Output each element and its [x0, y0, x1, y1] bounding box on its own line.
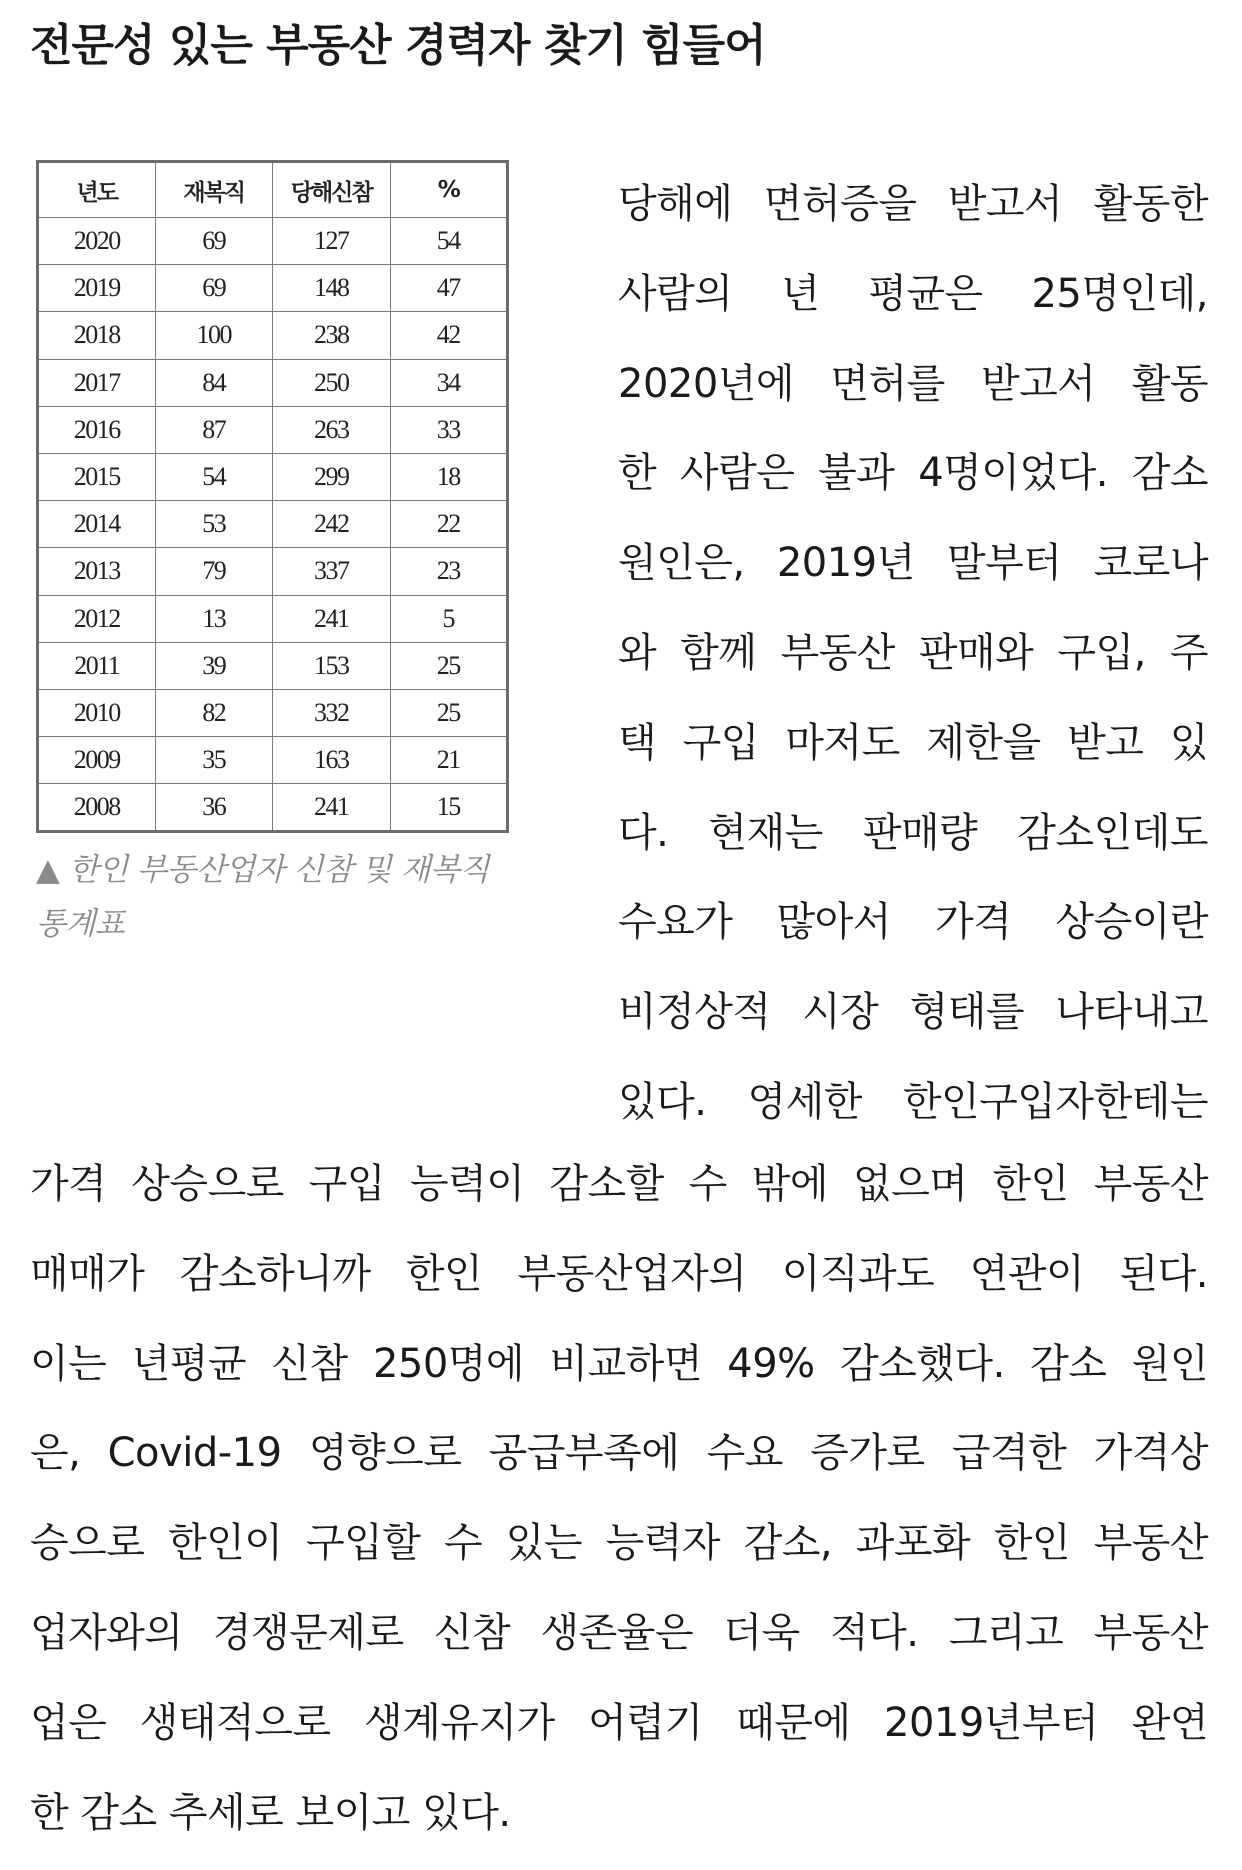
article-text-body — [30, 1140, 1208, 1858]
table-cell: 21 — [390, 737, 508, 784]
table-cell: 2014 — [38, 501, 156, 548]
table-row — [38, 312, 508, 359]
text-line: 비정상적 시장 형태를 나타내고 — [618, 989, 1208, 1036]
table-cell: 2009 — [38, 737, 156, 784]
table-cell: 84 — [155, 359, 273, 406]
table-cell: 54 — [390, 218, 508, 265]
text-line: 원인은, 2019년 말부터 코로나 — [618, 540, 1208, 587]
table-row — [38, 595, 508, 642]
table-cell: 2017 — [38, 359, 156, 406]
table-cell: 2011 — [38, 642, 156, 689]
table-row — [38, 218, 508, 265]
table-cell: 2010 — [38, 689, 156, 736]
table-cell: 299 — [273, 453, 391, 500]
table-cell: 2016 — [38, 406, 156, 453]
table-cell: 79 — [155, 548, 273, 595]
table-row — [38, 689, 508, 736]
table-caption: ▲ 한인 부동산업자 신참 및 재복직 통계표 — [36, 852, 489, 943]
text-line: 승으로 한인이 구입할 수 있는 능력자 감소, 과포화 한인 부동산 — [30, 1520, 1208, 1567]
table-cell: 35 — [155, 737, 273, 784]
table-cell: 241 — [273, 595, 391, 642]
table-cell: 22 — [390, 501, 508, 548]
table-cell: 36 — [155, 784, 273, 832]
table-cell: 337 — [273, 548, 391, 595]
table-cell: 15 — [390, 784, 508, 832]
table-row — [38, 642, 508, 689]
table-cell: 100 — [155, 312, 273, 359]
table-cell: 39 — [155, 642, 273, 689]
table-cell: 13 — [155, 595, 273, 642]
table-row — [38, 265, 508, 312]
text-line: 2020년에 면허를 받고서 활동 — [618, 360, 1208, 407]
table-cell: 87 — [155, 406, 273, 453]
text-line: 와 함께 부동산 판매와 구입, 주 — [618, 629, 1208, 676]
text-line: 다. 현재는 판매량 감소인데도 — [618, 809, 1208, 856]
table-cell: 2019 — [38, 265, 156, 312]
article-text-right-column — [618, 160, 1208, 1148]
table-cell: 250 — [273, 359, 391, 406]
header-year: 년도 — [38, 162, 156, 218]
table-cell: 23 — [390, 548, 508, 595]
table-cell: 2012 — [38, 595, 156, 642]
table-cell: 54 — [155, 453, 273, 500]
statistics-figure — [36, 160, 511, 951]
table-cell: 2013 — [38, 548, 156, 595]
table-cell: 263 — [273, 406, 391, 453]
table-cell: 25 — [390, 642, 508, 689]
table-cell: 69 — [155, 218, 273, 265]
text-line: 있다. 영세한 한인구입자한테는 — [618, 1078, 1208, 1125]
text-line: 업은 생태적으로 생계유지가 어렵기 때문에 2019년부터 완연 — [30, 1699, 1208, 1746]
table-cell: 42 — [390, 312, 508, 359]
table-row — [38, 548, 508, 595]
table-cell: 241 — [273, 784, 391, 832]
text-line: 한 감소 추세로 보이고 있다. — [30, 1789, 511, 1836]
header-new-agents: 당해신참 — [273, 162, 391, 218]
table-cell: 2008 — [38, 784, 156, 832]
table-cell: 153 — [273, 642, 391, 689]
table-cell: 47 — [390, 265, 508, 312]
table-cell: 5 — [390, 595, 508, 642]
table-cell: 33 — [390, 406, 508, 453]
table-row — [38, 406, 508, 453]
header-percent: % — [390, 162, 508, 218]
text-line: 사람의 년 평균은 25명인데, — [618, 270, 1208, 317]
text-line: 이는 년평균 신참 250명에 비교하면 49% 감소했다. 감소 원인 — [30, 1340, 1208, 1387]
table-body — [38, 218, 508, 832]
text-line: 한 사람은 불과 4명이었다. 감소 — [618, 450, 1208, 497]
table-cell: 148 — [273, 265, 391, 312]
text-line: 택 구입 마저도 제한을 받고 있 — [618, 719, 1208, 766]
table-cell: 34 — [390, 359, 508, 406]
text-line: 가격 상승으로 구입 능력이 감소할 수 밖에 없으며 한인 부동산 — [30, 1161, 1208, 1207]
table-cell: 2015 — [38, 453, 156, 500]
text-line: 수요가 많아서 가격 상승이란 — [618, 899, 1208, 946]
text-line: 매매가 감소하니까 한인 부동산업자의 이직과도 연관이 된다. — [30, 1250, 1208, 1297]
table-cell: 18 — [390, 453, 508, 500]
table-cell: 82 — [155, 689, 273, 736]
table-cell: 163 — [273, 737, 391, 784]
table-cell: 332 — [273, 689, 391, 736]
table-cell: 242 — [273, 501, 391, 548]
table-cell: 2018 — [38, 312, 156, 359]
table-cell: 69 — [155, 265, 273, 312]
text-line: 은, Covid-19 영향으로 공급부족에 수요 증가로 급격한 가격상 — [30, 1430, 1208, 1477]
table-cell: 2020 — [38, 218, 156, 265]
text-line: 당해에 면허증을 받고서 활동한 — [618, 181, 1208, 227]
header-reinstated: 재복직 — [155, 162, 273, 218]
table-cell: 53 — [155, 501, 273, 548]
table-cell: 127 — [273, 218, 391, 265]
table-cell: 238 — [273, 312, 391, 359]
table-row — [38, 359, 508, 406]
article-title: 전문성 있는 부동산 경력자 찾기 힘들어 — [30, 20, 766, 71]
statistics-table — [36, 160, 509, 833]
table-header-row — [38, 162, 508, 218]
table-row — [38, 784, 508, 832]
text-line: 업자와의 경쟁문제로 신참 생존율은 더욱 적다. 그리고 부동산 — [30, 1609, 1208, 1656]
table-row — [38, 737, 508, 784]
table-row — [38, 501, 508, 548]
table-cell: 25 — [390, 689, 508, 736]
table-row — [38, 453, 508, 500]
